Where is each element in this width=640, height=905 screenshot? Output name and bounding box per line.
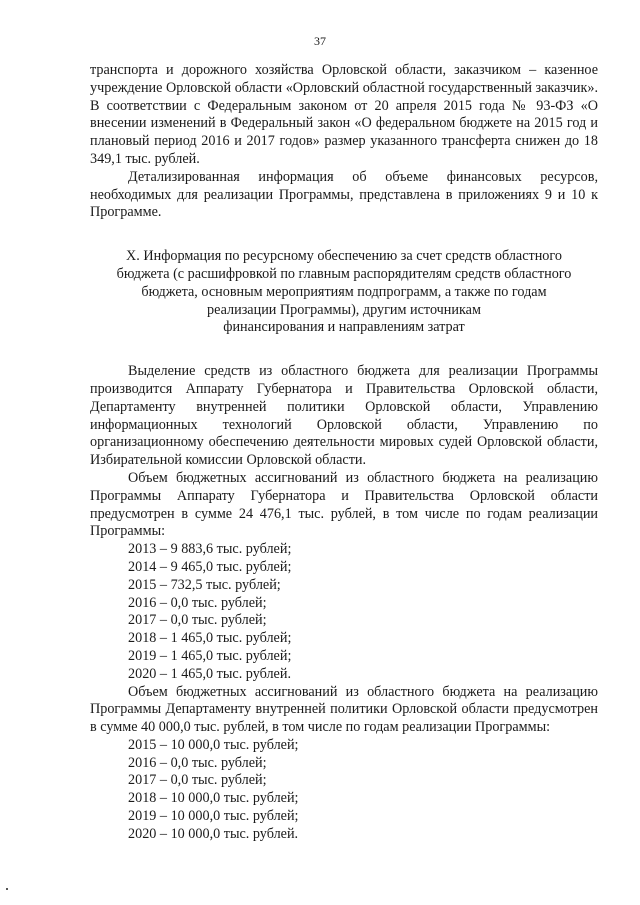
list-item: 2016 – 0,0 тыс. рублей; bbox=[128, 594, 267, 611]
section-heading-line: бюджета (с расшифровкой по главным распорядителям средств областного bbox=[116, 265, 572, 282]
page-number: 37 bbox=[314, 34, 326, 48]
section-heading-line: X. Информация по ресурсному обеспечению за счет средств областного bbox=[126, 248, 562, 265]
paragraph-apparatus-budget: Объем бюджетных ассигнований из областного бюджета на реализацию Программы Аппарату Губернатора и Правительства Орловской области предусмотрен в сумме 24 476,1 тыс. рублей, в том числе по годам реализации Программы: bbox=[90, 469, 598, 540]
list-item: 2020 – 10 000,0 тыс. рублей. bbox=[128, 825, 299, 842]
list-item: 2020 – 1 465,0 тыс. рублей. bbox=[128, 665, 291, 682]
department-years-list bbox=[90, 737, 598, 844]
list-item: 2017 – 0,0 тыс. рублей; bbox=[128, 612, 267, 629]
list-item: 2016 – 0,0 тыс. рублей; bbox=[128, 754, 267, 771]
section-heading-line: реализации Программы), другим источникам bbox=[207, 301, 481, 318]
list-item: 2017 – 0,0 тыс. рублей; bbox=[128, 772, 267, 789]
paragraph-department-budget: Объем бюджетных ассигнований из областного бюджета на реализацию Программы Департаменту внутренней политики Орловской области предусмотрен в сумме 40 000,0 тыс. рублей, в том числе по годам реализации Программы: bbox=[90, 683, 598, 736]
section-heading bbox=[90, 248, 598, 337]
page-content bbox=[90, 62, 598, 844]
list-item: 2015 – 10 000,0 тыс. рублей; bbox=[128, 736, 299, 753]
list-item: 2018 – 10 000,0 тыс. рублей; bbox=[128, 790, 299, 807]
list-item: 2019 – 1 465,0 тыс. рублей; bbox=[128, 647, 292, 664]
scan-mark bbox=[6, 888, 8, 890]
list-item: 2014 – 9 465,0 тыс. рублей; bbox=[128, 558, 292, 575]
list-item: 2018 – 1 465,0 тыс. рублей; bbox=[128, 630, 292, 647]
list-item: 2019 – 10 000,0 тыс. рублей; bbox=[128, 808, 299, 825]
paragraph-allocation: Выделение средств из областного бюджета для реализации Программы производится Аппарату Губернатора и Правительства Орловской области, Департаменту внутренней политики Орловской области, Управлению информационных технологий Орловской области, Управлению по организационному обеспечению деятельности мировых судей Орловской области, Избирательной комиссии Орловской области. bbox=[90, 363, 598, 469]
intro-paragraph-transfer: транспорта и дорожного хозяйства Орловской области, заказчиком – казенное учреждение Орловской области «Орловский областной государственный заказчик». В соответствии с Федеральным законом от 20 апреля 2015 года № 93-ФЗ «О внесении изменений в Федеральный закон «О федеральном бюджете на 2015 год и плановый период 2016 и 2017 годов» размер указанного трансферта снижен до 18 349,1 тыс. рублей. bbox=[90, 62, 598, 167]
intro-paragraph-detail: Детализированная информация об объеме финансовых ресурсов, необходимых для реализации Программы, представлена в приложениях 9 и 10 к Программе. bbox=[90, 168, 598, 221]
list-item: 2013 – 9 883,6 тыс. рублей; bbox=[128, 541, 292, 558]
list-item: 2015 – 732,5 тыс. рублей; bbox=[128, 576, 281, 593]
section-heading-line: финансирования и направлениям затрат bbox=[223, 319, 465, 336]
apparatus-years-list bbox=[90, 541, 598, 683]
section-heading-line: бюджета, основным мероприятиям подпрограмм, а также по годам bbox=[141, 283, 547, 300]
